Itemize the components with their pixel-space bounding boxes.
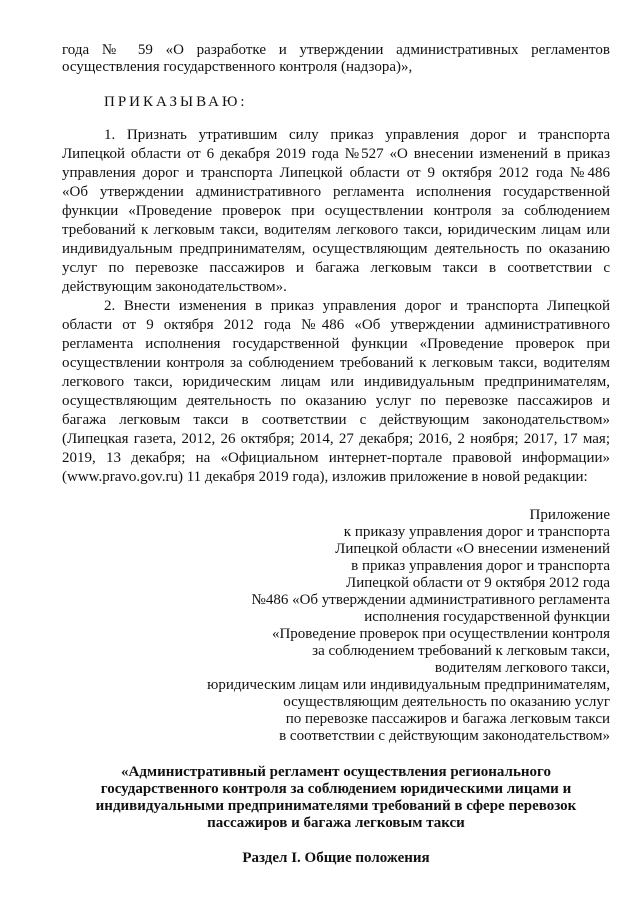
item2-line: (Липецкая газета, 2012, 26 октября; 2014, 27 декабря; 2016, 2 ноября; 2017, 17 мая; [62,431,610,447]
appendix-line: «Проведение проверок при осуществлении контроля [271,626,610,642]
appendix-line: по перевозке пассажиров и багажа легковым такси [285,711,610,727]
appendix-line: за соблюдением требований к легковым такси, [312,643,610,659]
item1-line: требований к легковым такси, водителям легкового такси, юридическим лицам или [62,222,610,238]
item2-line: 2019, 13 декабря; на «Официальном интернет-портале правовой информации» [62,450,610,466]
item1-line: индивидуальным предпринимателям, осуществляющим деятельность по оказанию [62,241,610,257]
item2-line: области от 9 октября 2012 года №486 «Об утверждении административного [62,317,610,333]
item2-line: регламента исполнения государственной функции «Проведение проверок при [62,336,610,352]
appendix-line: водителям легкового такси, [434,660,610,676]
item2-line: багажа легковым такси в соответствии с действующим законодательством» [62,412,610,428]
item2-line: осуществлении контроля за соблюдением требований к легковым такси, водителям [62,355,610,371]
regulation-title-line: индивидуальными предпринимателями требований в сфере перевозок [95,798,577,814]
intro-line: осуществления государственного контроля (надзора)», [62,59,413,75]
appendix-line: Приложение [529,507,610,523]
item1-line: действующим законодательством». [62,279,287,295]
item2-line: легкового такси, юридическим лицам или индивидуальным предпринимателям, [62,374,610,390]
appendix-line: Липецкой области «О внесении изменений [335,541,610,557]
appendix-line: №486 «Об утверждении административного регламента [251,592,610,608]
intro-line: года № 59 «О разработке и утверждении административных регламентов [62,42,610,58]
item1-line: функции «Проведение проверок при осуществлении контроля за соблюдением [62,203,610,219]
regulation-title-line: пассажиров и багажа легковым такси [207,815,465,831]
item1-line: «Об утверждении административного регламента исполнения государственной [62,184,610,200]
item1-line: Липецкой области от 6 декабря 2019 года №527 «О внесении изменений в приказ [62,146,610,162]
appendix-line: в приказ управления дорог и транспорта [351,558,610,574]
appendix-line: Липецкой области от 9 октября 2012 года [346,575,610,591]
regulation-title-line: «Административный регламент осуществления регионального [121,764,551,780]
regulation-title-line: государственного контроля за соблюдением юридическими лицами и [100,781,572,797]
item1-line: услуг по перевозке пассажиров и багажа легковым такси в соответствии с [62,260,610,276]
appendix-line: в соответствии с действующим законодательством» [279,728,610,744]
item1-line: 1. Признать утратившим силу приказ управления дорог и транспорта [104,127,610,143]
order-word: ПРИКАЗЫВАЮ: [104,94,248,110]
item2-line: осуществляющим деятельность по оказанию услуг по перевозке пассажиров и [62,393,610,409]
appendix-line: осуществляющим деятельность по оказанию услуг [283,694,610,710]
item2-line: 2. Внести изменения в приказ управления дорог и транспорта Липецкой [104,298,610,314]
appendix-line: к приказу управления дорог и транспорта [343,524,610,540]
item2-line: (www.pravo.gov.ru) 11 декабря 2019 года), изложив приложение в новой редакции: [62,469,588,485]
appendix-line: юридическим лицам или индивидуальным предпринимателям, [207,677,610,693]
item1-line: управления дорог и транспорта Липецкой области от 9 октября 2012 года №486 [62,165,610,181]
appendix-line: исполнения государственной функции [364,609,610,625]
section-heading: Раздел I. Общие положения [242,850,430,866]
